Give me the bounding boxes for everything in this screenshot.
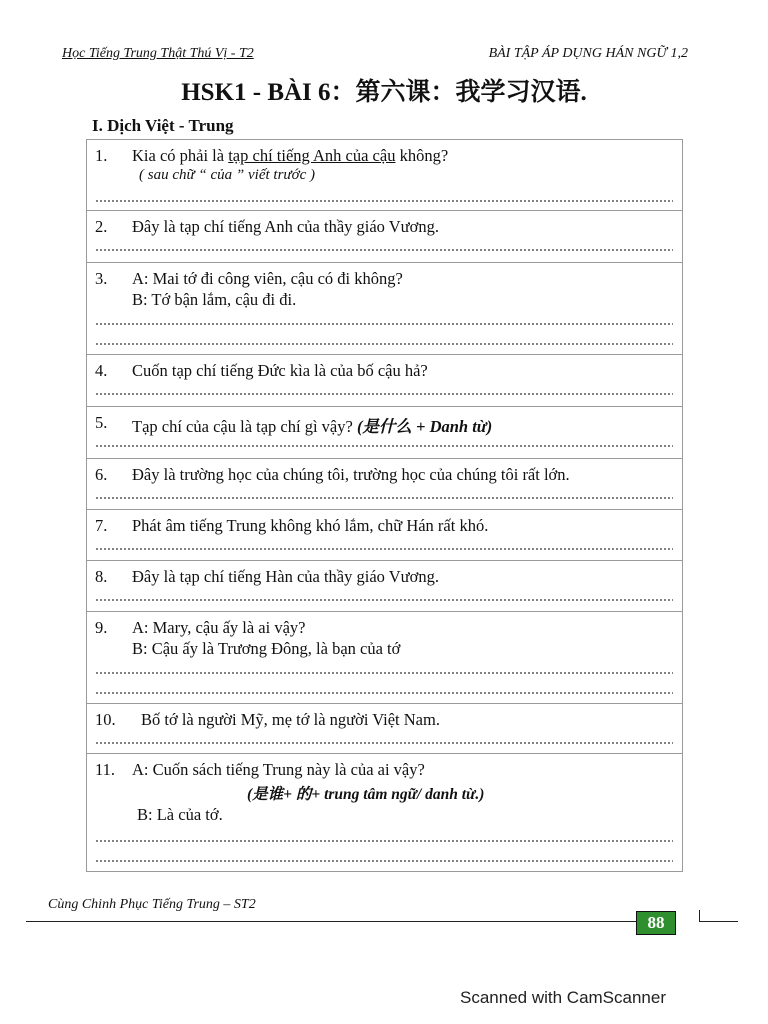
dialogue-line-b: B: Cậu ấy là Trương Đông, là bạn của tớ <box>132 639 401 658</box>
exercise-text: Bố tớ là người Mỹ, mẹ tớ là người Việt Nam. <box>141 710 440 729</box>
exercise-number: 9. <box>95 618 108 637</box>
answer-line <box>95 692 673 694</box>
exercise-row-9 <box>87 612 682 704</box>
exercise-row-6 <box>87 459 682 510</box>
footer-rule-tick <box>699 910 700 922</box>
exercise-table <box>86 139 683 872</box>
exercise-number: 6. <box>95 465 108 484</box>
dialogue-line-b: B: Là của tớ. <box>137 805 223 824</box>
answer-line <box>95 393 673 395</box>
dialogue-line-b: B: Tớ bận lắm, cậu đi đi. <box>132 290 297 309</box>
grammar-hint: (是什么 + Danh từ) <box>356 417 493 436</box>
exercise-number: 10. <box>95 710 116 729</box>
dialogue-line-a: A: Cuốn sách tiếng Trung này là của ai vậy? <box>132 760 425 779</box>
answer-line <box>95 599 673 601</box>
dialogue-line-a: A: Mary, cậu ấy là ai vậy? <box>132 618 306 637</box>
exercise-row-2 <box>87 211 682 263</box>
page-title: HSK1 - BÀI 6：第六课：我学习汉语. <box>181 79 587 106</box>
exercise-text: Đây là trường học của chúng tôi, trường học của chúng tôi rất lớn. <box>132 465 570 484</box>
page-number: 88 <box>636 911 676 935</box>
exercise-row-1 <box>87 140 682 211</box>
exercise-row-8 <box>87 561 682 612</box>
answer-line <box>95 200 673 202</box>
answer-line <box>95 840 673 842</box>
exercise-text: Kia có phải là tạp chí tiếng Anh của cậu không? <box>132 146 449 165</box>
exercise-row-11 <box>87 754 682 873</box>
underlined-phrase: tạp chí tiếng Anh của cậu <box>228 146 396 165</box>
exercise-hint: ( sau chữ “ của ” viết trước ) <box>139 167 316 183</box>
scanner-watermark: Scanned with CamScanner <box>460 988 667 1007</box>
exercise-text: Cuốn tạp chí tiếng Đức kìa là của bố cậu hả? <box>132 361 428 380</box>
exercise-number: 11. <box>95 760 116 779</box>
exercise-text: Tạp chí của cậu là tạp chí gì vậy? (是什么 + Danh từ) <box>132 417 493 436</box>
exercise-number: 8. <box>95 567 108 586</box>
header-left: Học Tiếng Trung Thật Thú Vị - T2 <box>62 46 254 61</box>
answer-line <box>95 497 673 499</box>
exercise-row-7 <box>87 510 682 561</box>
answer-line <box>95 343 673 345</box>
section-heading: I. Dịch Việt - Trung <box>92 116 234 135</box>
header-right: BÀI TẬP ÁP DỤNG HÁN NGỮ 1,2 <box>488 46 688 61</box>
exercise-number: 2. <box>95 217 108 236</box>
exercise-row-4 <box>87 355 682 407</box>
answer-line <box>95 742 673 744</box>
exercise-text: Đây là tạp chí tiếng Hàn của thầy giáo Vương. <box>132 567 439 586</box>
exercise-row-10 <box>87 704 682 754</box>
exercise-number: 1. <box>95 146 108 165</box>
exercise-row-5 <box>87 407 682 459</box>
exercise-number: 5. <box>95 413 108 432</box>
answer-line <box>95 249 673 251</box>
answer-line <box>95 445 673 447</box>
footer-rule-right <box>700 921 738 922</box>
dialogue-line-a: A: Mai tớ đi công viên, cậu có đi không? <box>132 269 403 288</box>
footer-rule <box>26 921 636 922</box>
answer-line <box>95 672 673 674</box>
exercise-number: 3. <box>95 269 108 288</box>
exercise-row-3 <box>87 263 682 355</box>
exercise-number: 7. <box>95 516 108 535</box>
answer-line <box>95 860 673 862</box>
footer-text: Cùng Chinh Phục Tiếng Trung – ST2 <box>48 897 256 912</box>
exercise-text: Phát âm tiếng Trung không khó lắm, chữ Hán rất khó. <box>132 516 489 535</box>
answer-line <box>95 323 673 325</box>
grammar-hint: (是谁+ 的+ trung tâm ngữ/ danh từ.) <box>247 786 485 803</box>
answer-line <box>95 548 673 550</box>
exercise-number: 4. <box>95 361 108 380</box>
exercise-text: Đây là tạp chí tiếng Anh của thầy giáo Vương. <box>132 217 439 236</box>
